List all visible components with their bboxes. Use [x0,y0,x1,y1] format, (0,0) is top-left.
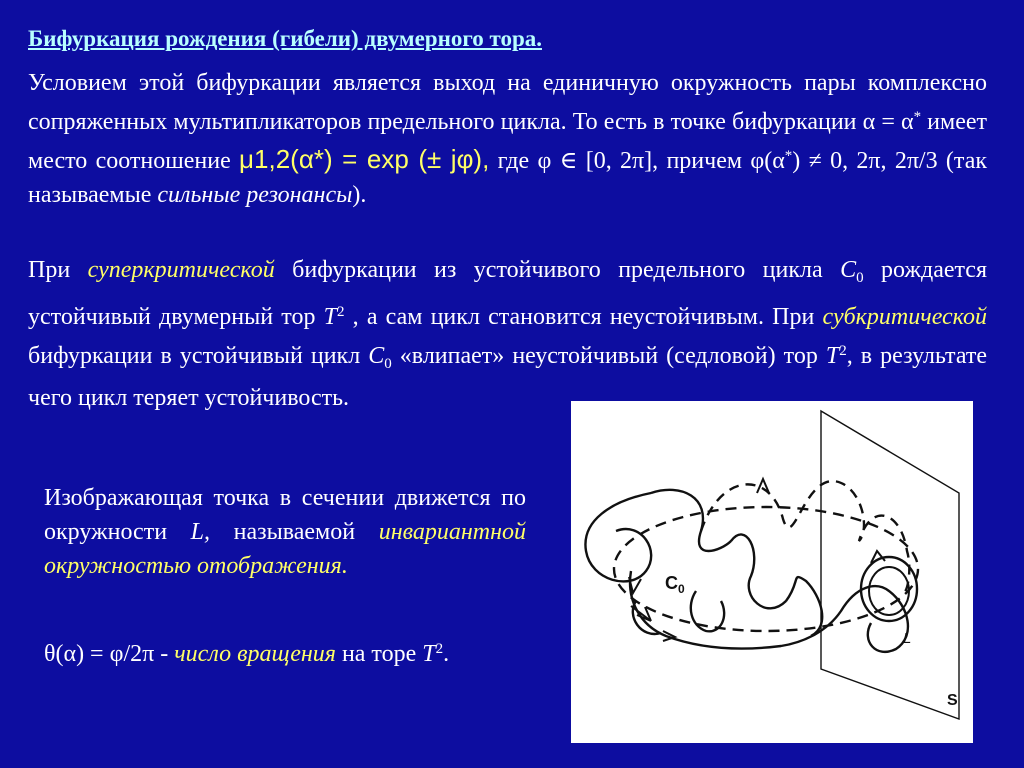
rotation-number-text [44,632,526,671]
supercritical-term: суперкритической [87,257,275,283]
text: θ(α) = φ/2π - [44,641,175,667]
paragraph-condition [28,66,987,212]
section-plane-s [821,411,959,719]
text: ). [352,182,367,208]
sup: * [784,148,793,164]
text: на торе [335,641,423,667]
text: ) ≠ 0, 2π, 2π/3 (так называемые [28,148,988,208]
cycle-c0: C [368,343,385,369]
text: . [443,641,450,667]
text: называемой [210,519,379,545]
text: При [28,257,88,283]
subcritical-term: субкритической [822,304,987,330]
sup: 2 [839,343,847,359]
text: имеет место соотношение [28,109,987,174]
text: «влипает» неустойчивый (седловой) тор [391,343,826,369]
label-s: S [947,692,958,709]
text: где φ ∈ [0, 2π], причем φ(α [489,148,785,174]
trajectory-back [701,481,909,593]
paragraph-bifurcation [28,253,987,415]
sup: 2 [435,641,444,657]
arrow-icon [757,479,769,493]
sup: * [913,109,922,125]
torus-t: T [323,304,337,330]
text: Условием этой бифуркации является выход на единичную окружность пары комплексно сопряженных мультипликаторов предельного цикла. То есть в точке бифуркации [28,70,987,135]
text: рождается устойчивый двумерный тор [28,257,987,330]
slide-title: Бифуркация рождения (гибели) двумерного тора. [28,26,542,51]
invariant-circle-term: инвариантной окружностью отображения. [44,519,526,579]
trajectory-front [585,490,907,652]
label-c0: $C_0$ [665,573,685,596]
torus-t: T [422,641,436,667]
text: , в результате чего цикл теряет устойчивость. [28,343,988,411]
circle-l: L, [190,519,211,545]
sup: 2 [336,304,345,320]
rotation-number-term: число вращения [174,641,336,667]
invariant-circle-text [44,481,526,583]
torus-t: T [825,343,840,369]
limit-cycle-c0 [614,507,918,631]
text: бифуркации в устойчивый цикл [28,343,369,369]
multiplier-formula: μ1,2(α*) = exp (± jφ), [239,144,490,174]
cycle-c0: C [840,257,857,283]
text: , а сам цикл становится неустойчивым. При [344,304,823,330]
torus-diagram [571,401,973,743]
torus-figure [571,401,973,743]
sub: 0 [856,270,864,286]
text: Изображающая точка в сечении движется по окружности [44,485,526,545]
sub: 0 [384,356,392,372]
label-l: L [903,630,912,647]
strong-resonances: сильные резонансы [157,182,353,208]
alpha-star: α = α [862,109,914,135]
text: бифуркации из устойчивого предельного цикла [274,257,841,283]
